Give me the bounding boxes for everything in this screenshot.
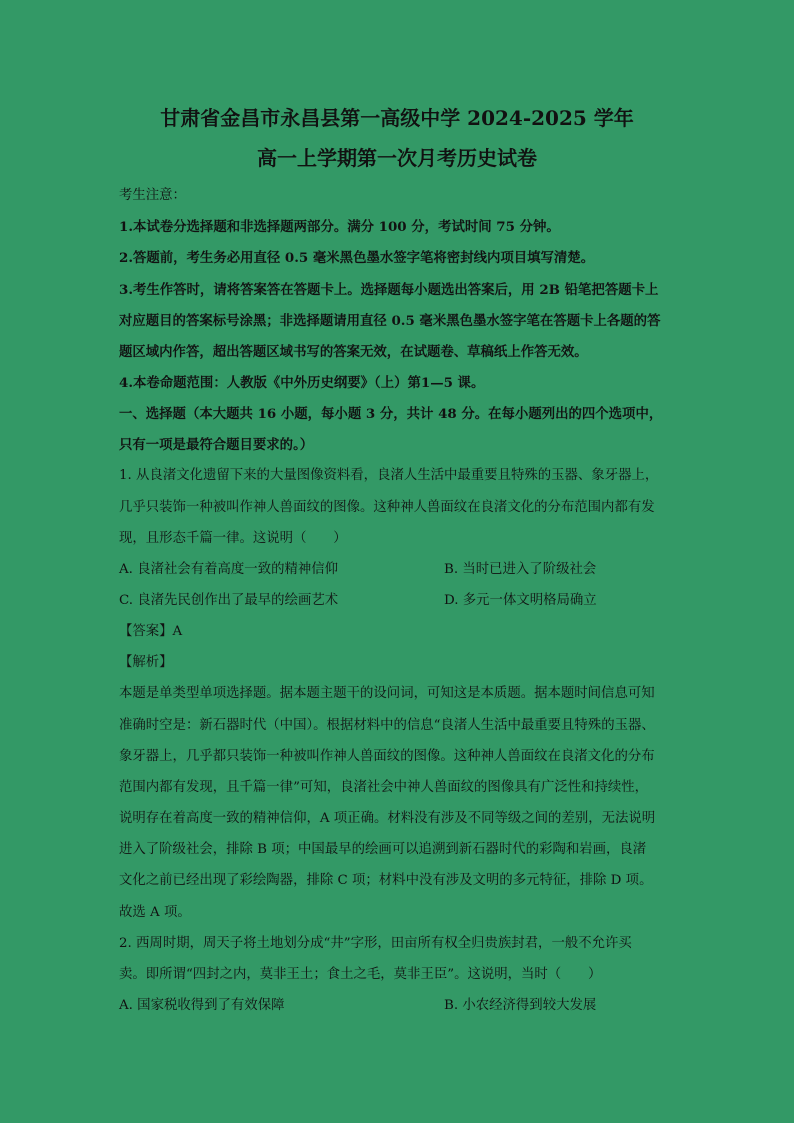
q2-option-a: A. 国家税收得到了有效保障 [119, 998, 285, 1013]
q1-analysis-label: 【解析】 [119, 655, 173, 670]
q1-option-a: A. 良渚社会有着高度一致的精神信仰 [119, 562, 339, 577]
notice-item-2: 2.答题前，考生务必用直径 0.5 毫米黑色墨水签字笔将密封线内项目填写清楚。 [119, 250, 595, 266]
notice-item-3-cont-2: 题区域内作答，超出答题区域书写的答案无效，在试题卷、草稿纸上作答无效。 [119, 344, 588, 360]
q1-stem-line-2: 几乎只装饰一种被叫作神人兽面纹的图像。这种神人兽面纹在良渚文化的分布范围内都有发 [119, 500, 655, 515]
notice-heading: 考生注意： [119, 188, 186, 203]
section-heading-line-2: 只有一项是最符合题目要求的。） [119, 437, 314, 453]
q1-analysis-line-3: 象牙器上，几乎都只装饰一种被叫作神人兽面纹的图像。这种神人兽面纹在良渚文化的分布 [119, 749, 655, 764]
q1-analysis-line-7: 文化之前已经出现了彩绘陶器，排除 C 项；材料中没有涉及文明的多元特征，排除 D 项。 [119, 873, 653, 888]
q1-stem-line-3: 现，且形态千篇一律。这说明（ ） [119, 531, 347, 546]
q1-analysis-line-2: 准确时空是：新石器时代（中国）。根据材料中的信息“良渚人生活中最重要且特殊的玉器、 [119, 718, 655, 733]
q1-stem-line-1: 1. 从良渚文化遗留下来的大量图像资料看，良渚人生活中最重要且特殊的玉器、象牙器上， [119, 468, 659, 483]
notice-item-1: 1.本试卷分选择题和非选择题两部分。满分 100 分，考试时间 75 分钟。 [119, 219, 560, 235]
notice-item-4: 4.本卷命题范围：人教版《中外历史纲要》（上）第1—5 课。 [119, 375, 485, 391]
q1-answer: 【答案】A [119, 624, 183, 639]
q2-stem-line-1: 2. 西周时期，周天子将土地划分成“井”字形，田亩所有权全归贵族封君，一般不允许买 [119, 936, 632, 951]
q1-option-b: B. 当时已进入了阶级社会 [444, 562, 597, 577]
q1-analysis-line-4: 范围内都有发现，且千篇一律”可知，良渚社会中神人兽面纹的图像具有广泛性和持续性， [119, 780, 649, 795]
q1-option-c: C. 良渚先民创作出了最早的绘画艺术 [119, 593, 339, 608]
page-title-line-2: 高一上学期第一次月考历史试卷 [257, 146, 537, 170]
q1-analysis-line-6: 进入了阶级社会，排除 B 项；中国最早的绘画可以追溯到新石器时代的彩陶和岩画，良渚 [119, 842, 647, 857]
q1-option-d: D. 多元一体文明格局确立 [444, 593, 597, 608]
q1-analysis-line-1: 本题是单类型单项选择题。据本题主题干的设问词，可知这是本质题。据本题时间信息可知 [119, 686, 655, 701]
q1-analysis-line-8: 故选 A 项。 [119, 905, 191, 920]
q2-stem-line-2: 卖。即所谓“四封之内，莫非王土；食土之毛，莫非王臣”。这说明，当时（ ） [119, 967, 602, 982]
page-title-line-1: 甘肃省金昌市永昌县第一高级中学 2024-2025 学年 [160, 106, 634, 130]
section-heading-line-1: 一、选择题（本大题共 16 小题，每小题 3 分，共计 48 分。在每小题列出的四个选项中， [119, 406, 663, 422]
notice-item-3-cont-1: 对应题目的答案标号涂黑；非选择题请用直径 0.5 毫米黑色墨水签字笔在答题卡上各题的答 [119, 313, 661, 329]
q2-option-b: B. 小农经济得到较大发展 [444, 998, 597, 1013]
notice-item-3: 3.考生作答时，请将答案答在答题卡上。选择题每小题选出答案后，用 2B 铅笔把答题卡上 [119, 282, 659, 298]
q1-analysis-line-5: 说明存在着高度一致的精神信仰，A 项正确。材料没有涉及不同等级之间的差别，无法说明 [119, 811, 656, 826]
